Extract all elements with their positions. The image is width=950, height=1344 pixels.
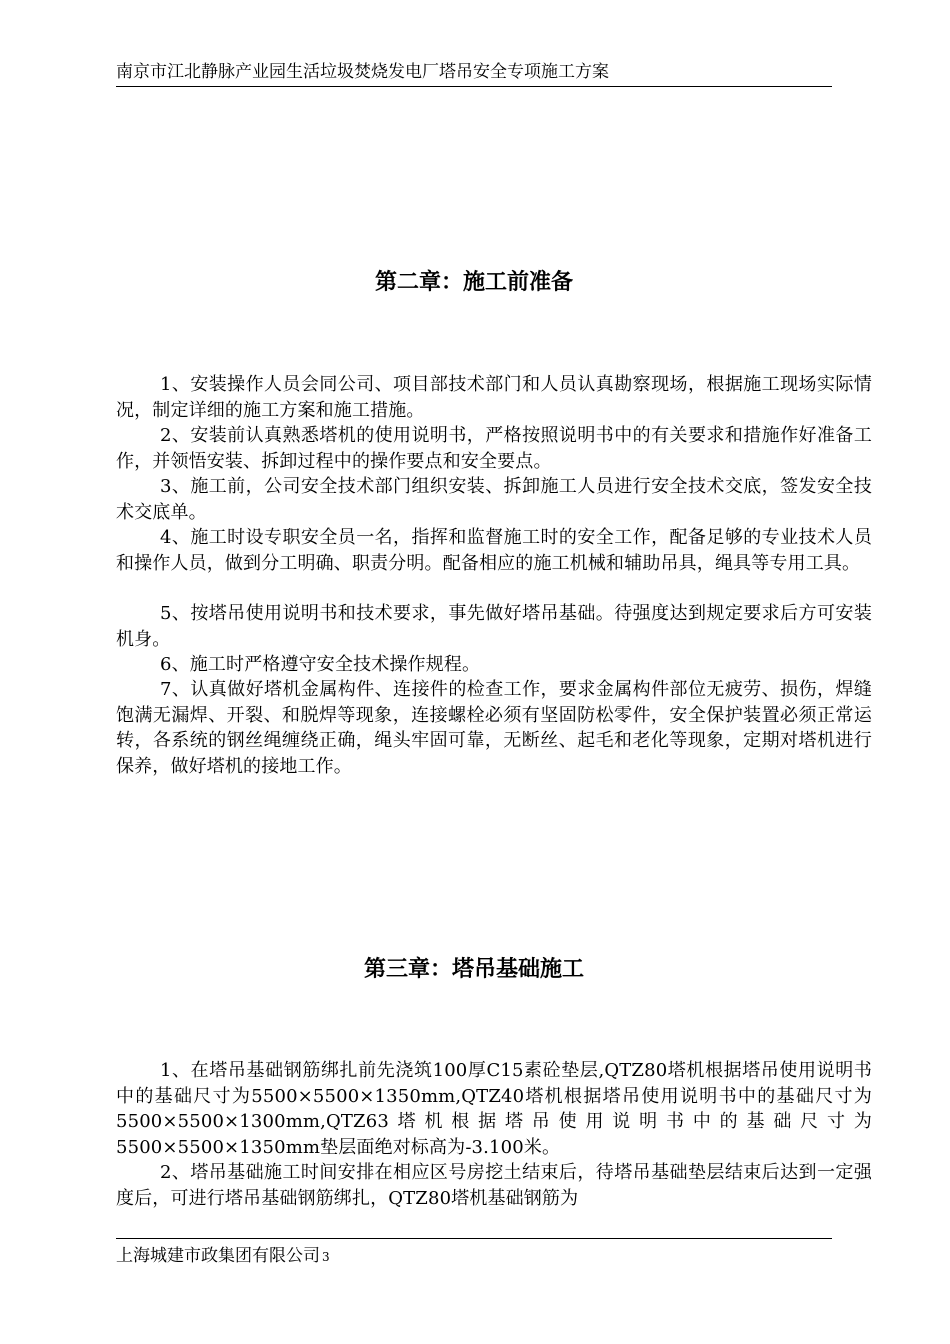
chapter-2-paragraph-4: 4、施工时设专职安全员一名，指挥和监督施工时的安全工作，配备足够的专业技术人员和操作人员，做到分工明确、职责分明。配备相应的施工机械和辅助吊具，绳具等专用工具。 bbox=[116, 527, 872, 574]
chapter-2-paragraph-5: 5、按塔吊使用说明书和技术要求，事先做好塔吊基础。待强度达到规定要求后方可安装机身。 bbox=[116, 603, 872, 650]
chapter-2-title: 第二章：施工前准备 bbox=[374, 269, 573, 295]
chapter-2-paragraph-2: 2、安装前认真熟悉塔机的使用说明书，严格按照说明书中的有关要求和措施作好准备工作，并领悟安装、拆卸过程中的操作要点和安全要点。 bbox=[116, 425, 872, 472]
chapter-3-title: 第三章：塔吊基础施工 bbox=[363, 956, 584, 982]
footer-rule bbox=[116, 1238, 832, 1239]
page-header: 南京市江北静脉产业园生活垃圾焚烧发电厂塔吊安全专项施工方案 bbox=[116, 62, 609, 82]
chapter-2-paragraph-3: 3、施工前，公司安全技术部门组织安装、拆卸施工人员进行安全技术交底，签发安全技术交底单。 bbox=[116, 476, 872, 523]
chapter-3-paragraph-1: 1、在塔吊基础钢筋绑扎前先浇筑100厚C15素砼垫层,QTZ80塔机根据塔吊使用说明书中的基础尺寸为5500×5500×1350mm,QTZ40塔机根据塔吊使用说明书中的基础尺寸为5500×5500×1300mm,QTZ63塔机根据塔吊使用说明书中的基础尺寸为5500×5500×1350mm垫层面绝对标高为-3.100米。 bbox=[116, 1060, 872, 1158]
header-rule bbox=[116, 86, 832, 87]
chapter-2-paragraph-6: 6、施工时严格遵守安全技术操作规程。 bbox=[160, 654, 481, 675]
footer-company: 上海城建市政集团有限公司 bbox=[116, 1246, 320, 1266]
page-number: 3 bbox=[322, 1250, 330, 1264]
chapter-3-paragraph-2: 2、塔吊基础施工时间安排在相应区号房挖土结束后，待塔吊基础垫层结束后达到一定强度后，可进行塔吊基础钢筋绑扎，QTZ80塔机基础钢筋为 bbox=[116, 1162, 872, 1209]
chapter-2-paragraph-7: 7、认真做好塔机金属构件、连接件的检查工作，要求金属构件部位无疲劳、损伤，焊缝饱满无漏焊、开裂、和脱焊等现象，连接螺栓必须有坚固防松零件，安全保护装置必须正常运转，各系统的钢丝绳缠绕正确，绳头牢固可靠，无断丝、起毛和老化等现象，定期对塔机进行保养，做好塔机的接地工作。 bbox=[116, 679, 872, 777]
chapter-2-paragraph-1: 1、安装操作人员会同公司、项目部技术部门和人员认真勘察现场，根据施工现场实际情况，制定详细的施工方案和施工措施。 bbox=[116, 374, 872, 421]
page-footer bbox=[116, 1245, 330, 1268]
